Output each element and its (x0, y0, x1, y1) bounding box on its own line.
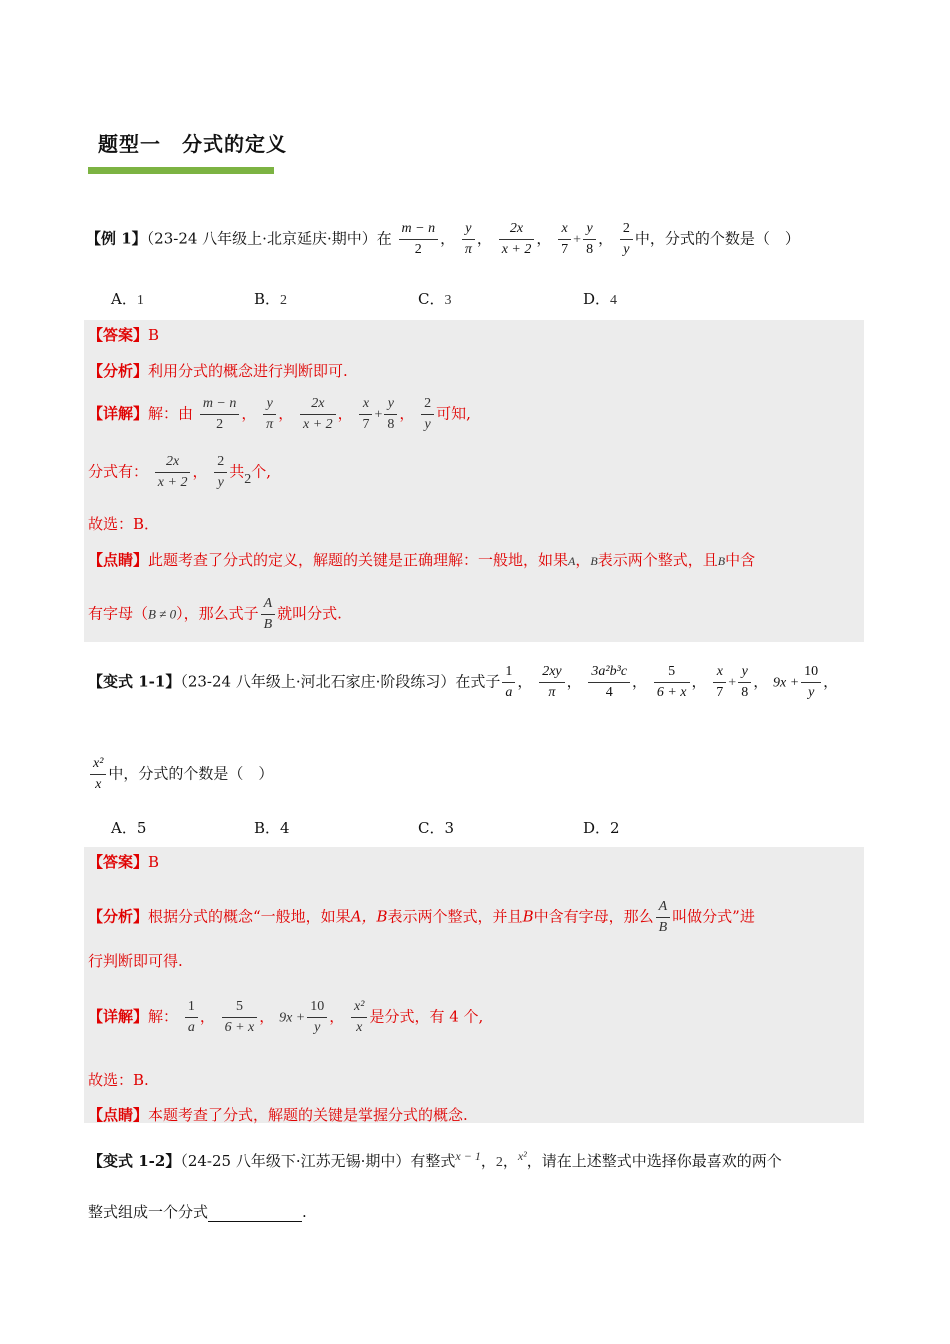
detail-1-fractions: 分式有： $\frac{2x}{x + 2}$ ， $\frac{2}{y}$ 共2个, (88, 454, 272, 490)
option-a[interactable]: A．5 (111, 819, 147, 837)
option-c[interactable]: C．3 (418, 290, 452, 308)
example-1-question (86, 222, 800, 257)
variant-1-2-line2: 整式组成一个分式 . (88, 1203, 307, 1221)
example-1-label: 【例 1】 (86, 229, 147, 248)
answer-1: 【答案】B (88, 326, 160, 344)
answer-1-1: 【答案】B (88, 853, 160, 871)
fraction-2-over-y: $\frac{2}{y}$ (620, 222, 633, 257)
note-1-line2: 有字母（B ≠ 0），那么式子 $\frac{A}{B}$ 就叫分式. (88, 596, 342, 632)
variant-1-1-question: 【变式 1-1】（23-24 八年级上·河北石家庄·阶段练习）在式子 $\frac{1}{a}$ ， $\frac{2xy}{\pi}$ ， $\frac{\text{3a²b³c}}{4}$ ， $\frac{5}{6 + x}$ ， $\frac{x}{7}$ + $\frac{y}{8}$ ， 9x + $\frac{10}{y}$ ， (88, 664, 839, 700)
comma: ， (440, 229, 456, 248)
solution-1-1-panel (84, 847, 864, 1123)
note-1-1: 【点睛】本题考查了分式，解题的关键是掌握分式的概念. (88, 1106, 468, 1124)
option-a[interactable]: A．1 (111, 290, 144, 308)
analysis-1: 【分析】利用分式的概念进行判断即可. (88, 362, 348, 380)
option-b[interactable]: B．4 (254, 819, 290, 837)
fraction-2x-over-x-plus-2: $\frac{2x}{x + 2}$ (499, 222, 535, 257)
comma: ， (598, 229, 614, 248)
choice-1: 故选：B． (88, 515, 160, 533)
section-title: 题型一 分式的定义 (98, 132, 287, 156)
fraction-m-minus-n-over-2: $\frac{m - n}{2}$ (399, 222, 439, 257)
example-1-source: （23-24 八年级上·北京延庆·期中）在 (146, 229, 392, 248)
note-1-line1: 【点睛】此题考查了分式的定义，解题的关键是正确理解：一般地，如果A，B表示两个整式，且B中含 (88, 551, 756, 569)
comma: ， (536, 229, 552, 248)
title-underline-bar (88, 167, 274, 174)
fraction-y-over-8: $\frac{y}{8}$ (583, 222, 596, 257)
fraction-y-over-pi: $\frac{y}{\pi}$ (462, 222, 475, 257)
option-d[interactable]: D．2 (583, 819, 620, 837)
detail-1: 【详解】解：由 $\frac{m - n}{2}$ ， $\frac{y}{\pi}$ ， $\frac{2x}{x + 2}$ ， $\frac{x}{7}$ + $\frac{y}{8}$ ， $\frac{2}{y}$ 可知, (88, 396, 471, 432)
variant-1-2-question: 【变式 1-2】（24-25 八年级下·江苏无锡·期中）有整式$^{x - 1}$，2，$^{x^2}$，请在上述整式中选择你最喜欢的两个 (88, 1149, 782, 1170)
analysis-1-1-line2: 行判断即可得. (88, 952, 183, 970)
comma: ， (476, 229, 492, 248)
option-b[interactable]: B．2 (254, 290, 288, 308)
plus-sign: + (573, 232, 582, 248)
option-d[interactable]: D．4 (583, 290, 618, 308)
example-1-tail: 中，分式的个数是（ ） (634, 229, 800, 248)
detail-1-1: 【详解】解： $\frac{1}{a}$ ， $\frac{5}{6 + x}$ ， 9x + $\frac{10}{y}$ ， $\frac{\text{x²}}{x}$ 是分式，有 4 个, (88, 999, 484, 1035)
choice-1-1: 故选：B. (88, 1071, 149, 1089)
fraction-x-over-7: $\frac{x}{7}$ (558, 222, 571, 257)
option-c[interactable]: C．3 (418, 819, 455, 837)
variant-1-1-question-line2: $\frac{\text{x²}}{x}$ 中，分式的个数是（ ） (88, 757, 273, 792)
answer-blank[interactable] (208, 1207, 302, 1222)
analysis-1-1: 【分析】根据分式的概念“一般地，如果A，B表示两个整式，并且B中含有字母，那么 $\frac{A}{B}$ 叫做分式”进 (88, 899, 755, 935)
